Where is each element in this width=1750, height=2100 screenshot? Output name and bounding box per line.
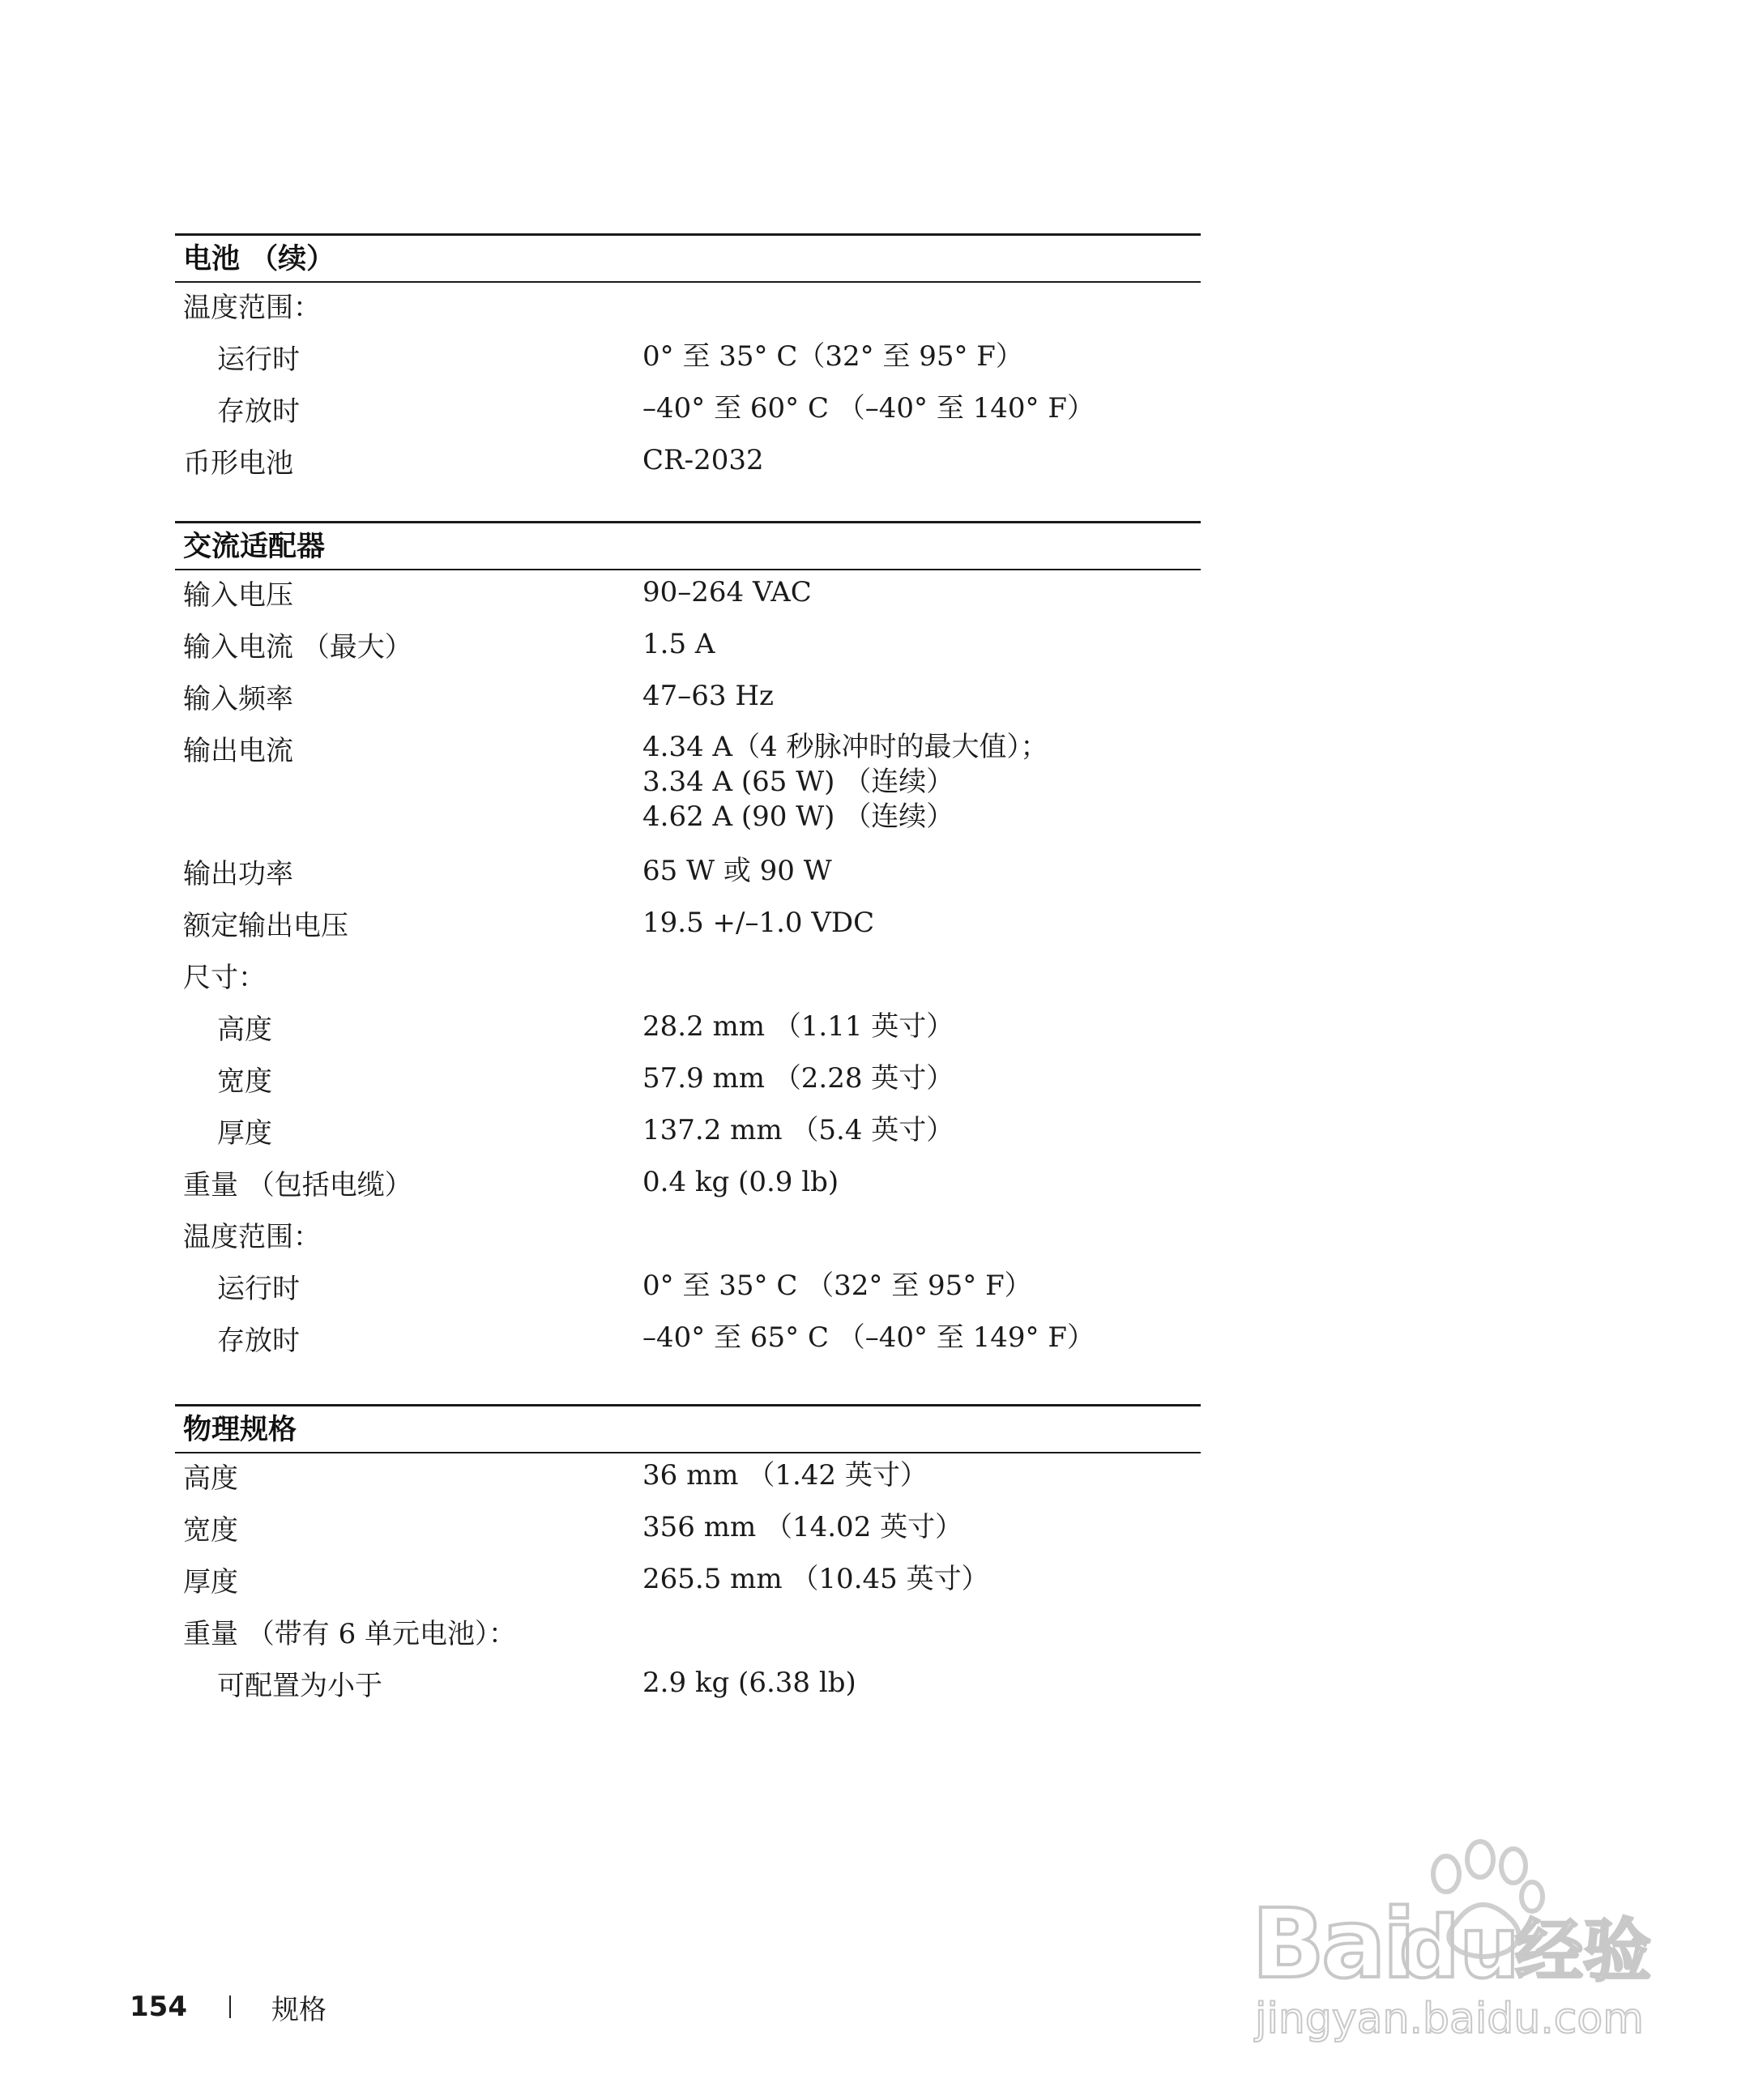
spec-value-line: 90–264 VAC	[642, 576, 812, 608]
spec-label: 输出功率	[183, 858, 293, 890]
spec-value	[642, 386, 1201, 426]
chapter-name: 规格	[271, 1993, 327, 2026]
spec-value-line: –40° 至 60° C （–40° 至 140° F）	[642, 392, 1095, 425]
spec-row	[175, 674, 1201, 726]
spec-label: 高度	[217, 1014, 272, 1046]
spec-value	[642, 953, 1201, 957]
spec-value	[642, 1505, 1201, 1545]
spec-value-line: 0° 至 35° C （32° 至 95° F）	[642, 1270, 1032, 1302]
spec-row	[175, 1505, 1201, 1557]
spec-value	[642, 570, 1201, 610]
spec-label: 宽度	[217, 1065, 272, 1098]
spec-value	[642, 1056, 1201, 1096]
spec-value-line: 19.5 +/–1.0 VDC	[642, 907, 875, 939]
spec-value-line: 3.34 A (65 W) （连续）	[642, 766, 954, 798]
spec-value-line: 65 W 或 90 W	[642, 855, 832, 887]
spec-value	[642, 438, 1201, 478]
spec-value	[642, 849, 1201, 889]
spec-value	[642, 1316, 1201, 1355]
spec-label: 高度	[183, 1462, 238, 1495]
spec-value-line: 28.2 mm （1.11 英寸）	[642, 1010, 954, 1043]
spec-label: 重量 （带有 6 单元电池）：	[183, 1618, 517, 1650]
page-footer	[130, 1983, 327, 2031]
spec-table-physical	[175, 1404, 1201, 1713]
spec-row	[175, 1453, 1201, 1505]
spec-value-line: 57.9 mm （2.28 英寸）	[642, 1062, 954, 1095]
spec-label: 额定输出电压	[183, 910, 348, 942]
baidu-jingyan-watermark	[1244, 1827, 1665, 2046]
spec-row	[175, 335, 1201, 386]
spec-row	[175, 283, 1201, 335]
svg-text:jingyan.baidu.com: jingyan.baidu.com	[1255, 1995, 1644, 2043]
section-header-ac-adapter: 交流适配器	[175, 521, 1201, 570]
spec-value	[642, 1005, 1201, 1044]
spec-row	[175, 1557, 1201, 1609]
spec-label: 运行时	[217, 1273, 300, 1305]
spec-label: 温度范围：	[183, 1221, 321, 1253]
spec-value	[642, 283, 1201, 287]
section-header-battery: 电池 （续）	[175, 233, 1201, 283]
spec-value-line: 47–63 Hz	[642, 680, 774, 712]
svg-text:Bai: Bai	[1252, 1888, 1413, 2000]
spec-row	[175, 438, 1201, 490]
spec-row	[175, 1108, 1201, 1160]
spec-value	[642, 1212, 1201, 1216]
spec-value	[642, 1264, 1201, 1304]
spec-label: 可配置为小于	[217, 1670, 382, 1702]
spec-value	[642, 335, 1201, 374]
spec-row	[175, 1056, 1201, 1108]
spec-label: 存放时	[217, 395, 300, 428]
spec-label: 尺寸：	[183, 962, 266, 994]
spec-row	[175, 1160, 1201, 1212]
spec-label: 存放时	[217, 1325, 300, 1357]
spec-value-line: CR-2032	[642, 444, 764, 476]
spec-row	[175, 1609, 1201, 1661]
spec-table-battery	[175, 233, 1201, 490]
spec-value	[642, 1108, 1201, 1148]
spec-value	[642, 726, 1201, 834]
spec-row	[175, 1316, 1201, 1368]
svg-text:du: du	[1399, 1898, 1520, 1997]
spec-value-line: 0.4 kg (0.9 lb)	[642, 1166, 839, 1198]
svg-text:经验: 经验	[1515, 1911, 1652, 1991]
spec-value-line: 2.9 kg (6.38 lb)	[642, 1667, 856, 1699]
spec-label: 币形电池	[183, 447, 293, 480]
spec-value	[642, 622, 1201, 662]
spec-row	[175, 570, 1201, 622]
spec-label: 温度范围：	[183, 292, 321, 324]
spec-value	[642, 674, 1201, 714]
spec-row	[175, 953, 1201, 1005]
spec-row	[175, 1005, 1201, 1056]
spec-value-line: 36 mm （1.42 英寸）	[642, 1459, 928, 1492]
spec-table-ac-adapter	[175, 521, 1201, 1368]
section-header-physical: 物理规格	[175, 1404, 1201, 1453]
spec-label: 输入电流 （最大）	[183, 631, 412, 664]
spec-label: 厚度	[183, 1566, 238, 1598]
spec-label: 输出电流	[183, 735, 293, 767]
spec-value-line: 4.34 A（4 秒脉冲时的最大值）；	[642, 731, 1048, 763]
spec-value	[642, 1557, 1201, 1597]
spec-label: 输入频率	[183, 683, 293, 715]
spec-row	[175, 1661, 1201, 1713]
spec-value-line: 356 mm （14.02 英寸）	[642, 1511, 963, 1543]
spec-row	[175, 1264, 1201, 1316]
spec-label: 宽度	[183, 1514, 238, 1547]
spec-value	[642, 1160, 1201, 1200]
spec-label: 厚度	[217, 1117, 272, 1150]
spec-value-line: 0° 至 35° C（32° 至 95° F）	[642, 340, 1023, 373]
spec-row	[175, 386, 1201, 438]
spec-row	[175, 726, 1201, 849]
spec-row	[175, 901, 1201, 953]
spec-label: 重量 （包括电缆）	[183, 1169, 412, 1202]
spec-value	[642, 901, 1201, 941]
spec-value-line: 137.2 mm （5.4 英寸）	[642, 1114, 954, 1146]
spec-row	[175, 622, 1201, 674]
spec-value	[642, 1609, 1201, 1613]
spec-value-line: 4.62 A (90 W) （连续）	[642, 800, 954, 833]
spec-row	[175, 1212, 1201, 1264]
spec-value-line: –40° 至 65° C （–40° 至 149° F）	[642, 1321, 1095, 1354]
spec-label: 运行时	[217, 344, 300, 376]
page-number: 154	[130, 1991, 187, 2023]
spec-value	[642, 1453, 1201, 1493]
spec-value-line: 1.5 A	[642, 628, 715, 660]
spec-value-line: 265.5 mm （10.45 英寸）	[642, 1563, 989, 1595]
spec-value	[642, 1661, 1201, 1701]
footer-divider	[229, 1995, 231, 2018]
spec-row	[175, 849, 1201, 901]
spec-label: 输入电压	[183, 579, 293, 612]
